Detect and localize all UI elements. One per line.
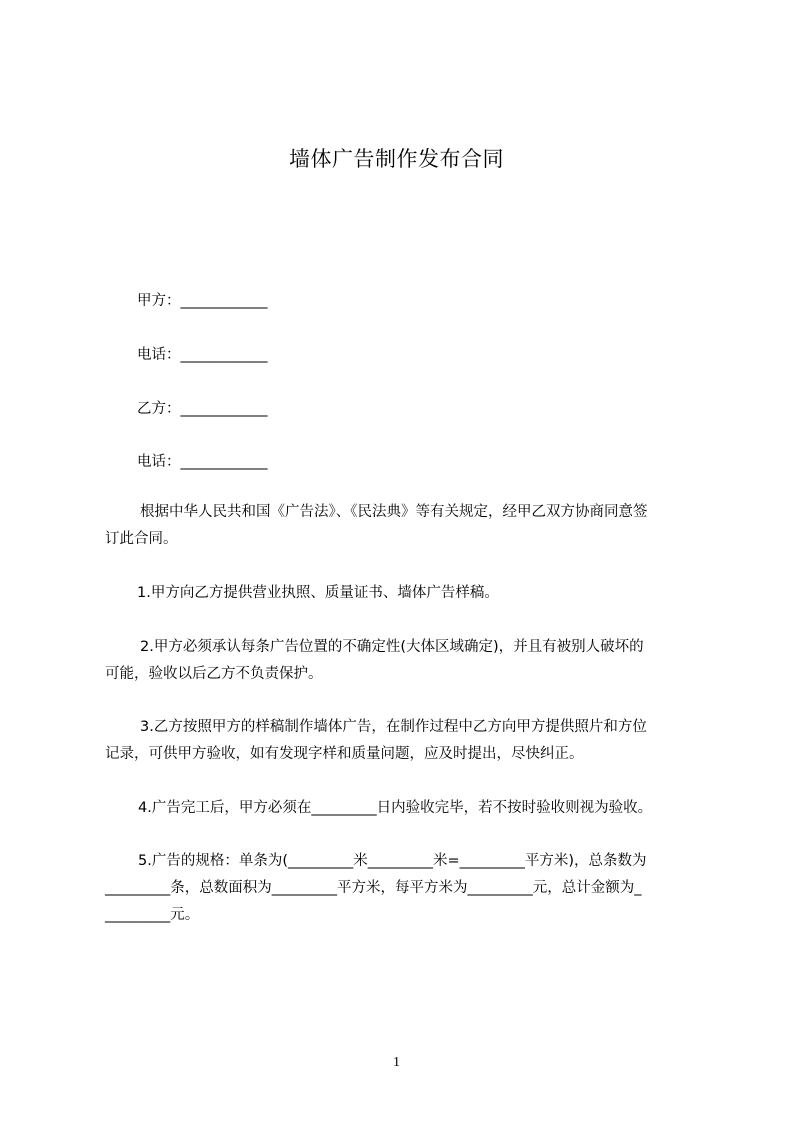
party-a-field (137, 291, 268, 311)
clause-1 (105, 580, 701, 607)
intro-line-2: 订此合同。 (105, 531, 178, 547)
clause-3 (105, 714, 701, 768)
intro-paragraph (105, 499, 701, 553)
clause-5-line-1: 5.广告的规格：单条为(_________米_________米=_________平方米)，总条数为 (138, 853, 647, 869)
party-a-blank: ____________ (180, 293, 268, 309)
phone-a-blank: ____________ (180, 347, 268, 363)
page-number: 1 (393, 1055, 400, 1070)
clause-2-line-1: 2.甲方必须承认每条广告位置的不确定性(大体区域确定)，并且有被别人破坏的 (140, 639, 644, 655)
phone-a-label: 电话： (137, 347, 181, 363)
clause-3-line-2: 记录，可供甲方验收，如有发现字样和质量问题，应及时提出，尽快纠正。 (105, 746, 584, 762)
clause-5-line-3: _________元。 (105, 907, 200, 923)
clause-4-line-1: 4.广告完工后，甲方必须在_________日内验收完毕，若不按时验收则视为验收。 (138, 800, 653, 816)
contract-title: 墙体广告制作发布合同 (289, 147, 504, 171)
phone-b-blank: ____________ (180, 454, 268, 470)
party-b-blank: ____________ (180, 401, 268, 417)
party-a-label: 甲方： (137, 293, 181, 309)
clause-5 (105, 848, 701, 929)
intro-line-1: 根据中华人民共和国《广告法》、《民法典》等有关规定，经甲乙双方协商同意签 (140, 504, 648, 520)
clause-5-line-2: _________条，总数面积为_________平方米，每平方米为_________元，总计金额为_ (105, 880, 642, 896)
phone-b-label: 电话： (137, 454, 181, 470)
party-b-field (137, 399, 268, 419)
clause-3-line-1: 3.乙方按照甲方的样稿制作墙体广告，在制作过程中乙方向甲方提供照片和方位 (140, 719, 647, 735)
clause-4 (105, 795, 701, 822)
clause-1-line-1: 1.甲方向乙方提供营业执照、质量证书、墙体广告样稿。 (137, 585, 499, 601)
phone-a-field (137, 345, 268, 365)
phone-b-field (137, 452, 268, 472)
clause-2-line-2: 可能，验收以后乙方不负责保护。 (105, 666, 323, 682)
clause-2 (105, 634, 701, 688)
party-b-label: 乙方： (137, 401, 181, 417)
